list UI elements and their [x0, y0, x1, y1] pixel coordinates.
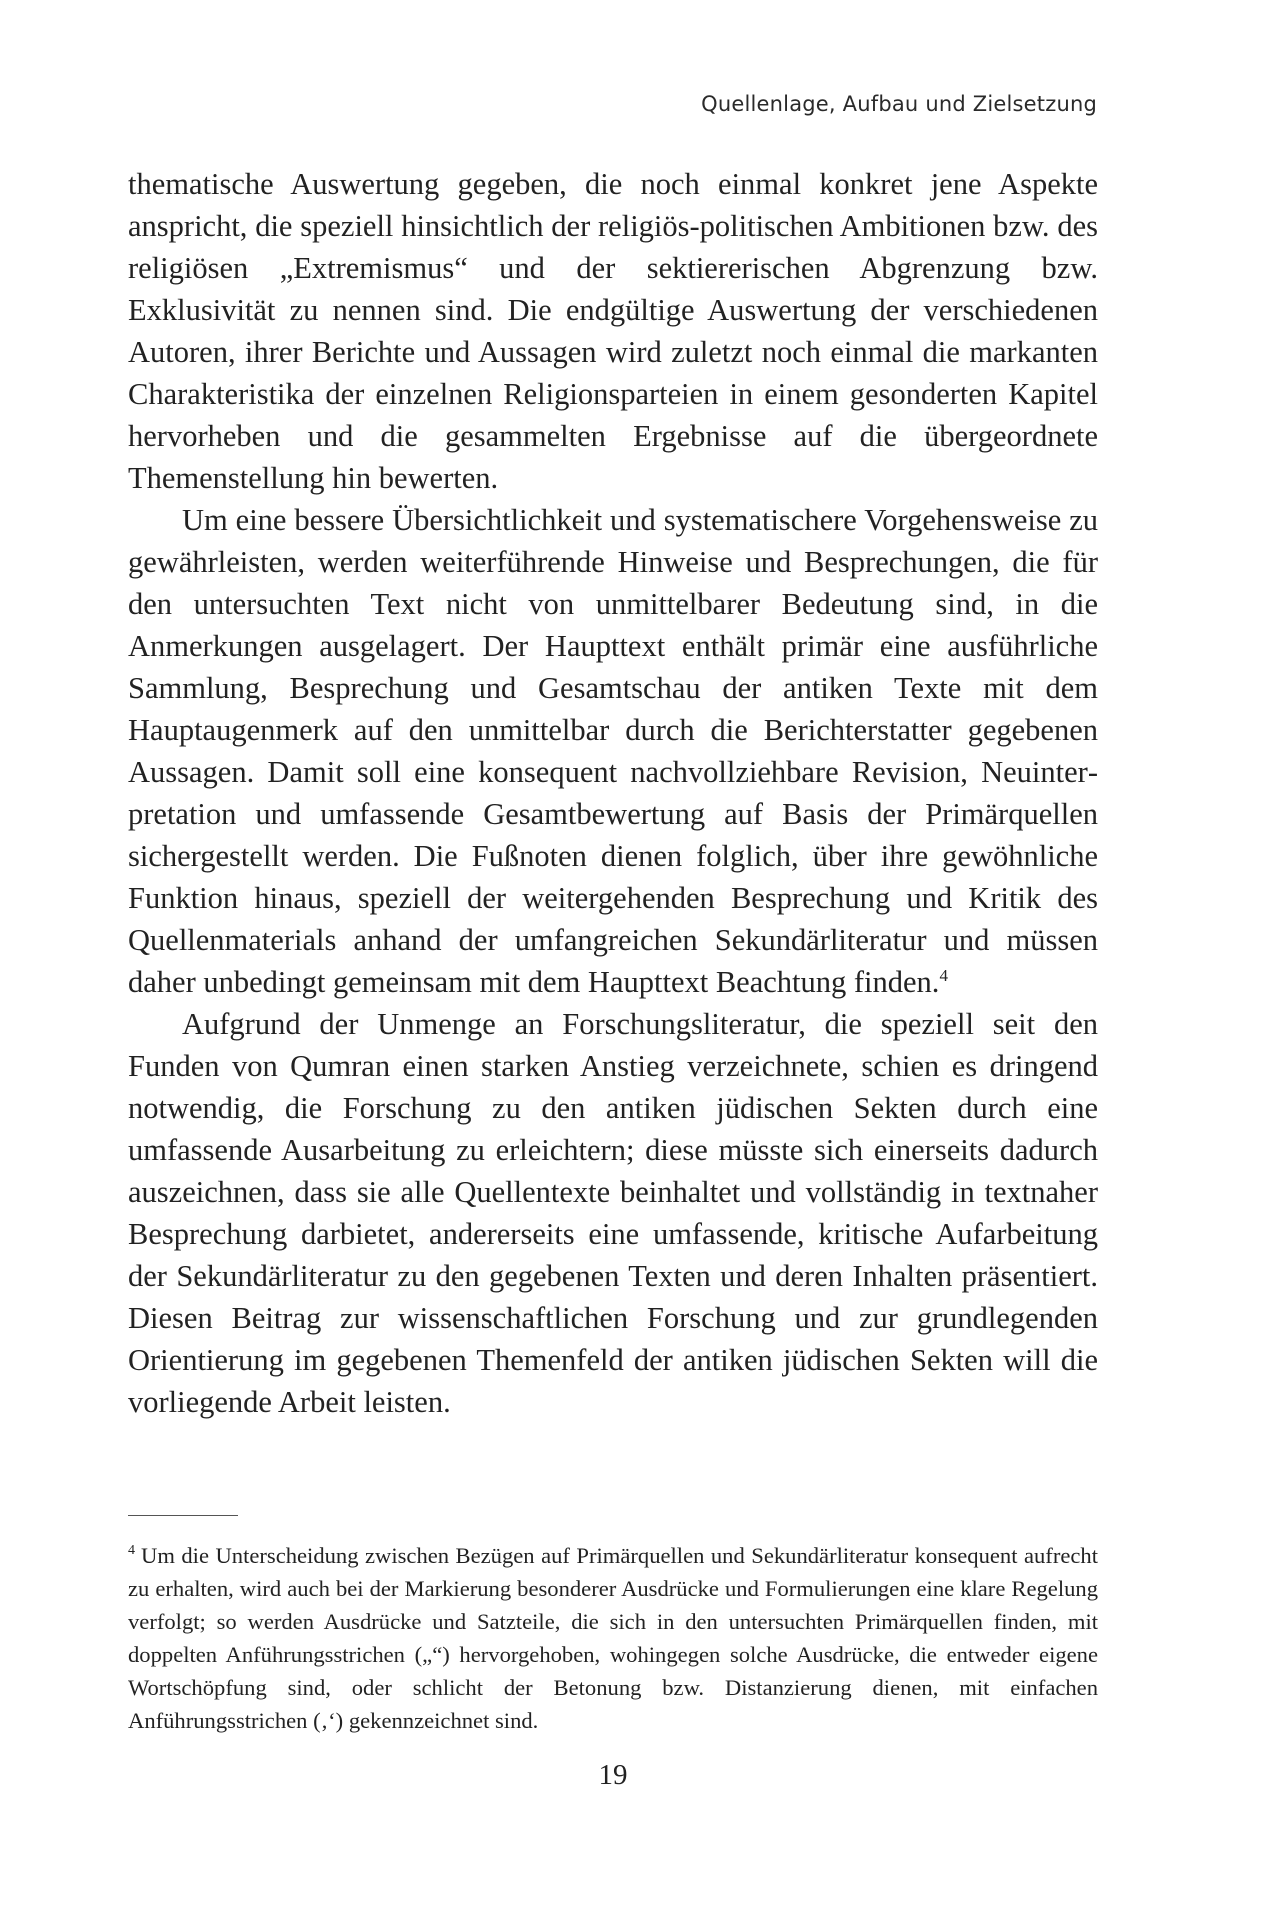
paragraph-1 — [128, 163, 1098, 499]
main-text — [128, 163, 1098, 1423]
footnote-divider — [128, 1515, 238, 1516]
paragraph-1-text: thematische Auswertung gegeben, die noch einmal konkret jene Aspekte anspricht, die speziell hinsichtlich der religiös-politischen Ambitionen bzw. des religiösen „Extremismus“ und der sektiererischen Abgrenzung bzw. Exklusivität zu nennen sind. Die endgültige Auswertung der verschiedenen Autoren, ihrer Berichte und Aussagen wird zuletzt noch einmal die markanten Charakteristika der einzelnen Religionsparteien in einem gesonderten Kapitel hervorheben und die gesammelten Ergebnisse auf die übergeordnete Themenstellung hin bewerten. — [128, 167, 1098, 495]
paragraph-2 — [128, 499, 1098, 1003]
footnote-4 — [128, 1539, 1098, 1737]
paragraph-2-text: Um eine bessere Übersichtlichkeit und systematischere Vorgehensweise zu gewährleisten, werden weiterführende Hinweise und Besprechungen, die für den untersuchten Text nicht von unmittelbarer Bedeutung sind, in die Anmerkungen ausgelagert. Der Haupttext enthält primär eine ausführliche Sammlung, Besprechung und Gesamtschau der antiken Texte mit dem Hauptaugenmerk auf den unmittelbar durch die Berichterstatter gegebenen Aussagen. Damit soll eine konsequent nachvollziehbare Revision, Neuinterpretation und umfassende Gesamtbewertung auf Basis der Primärquellen sichergestellt werden. Die Fußnoten dienen folglich, über ihre gewöhnliche Funktion hinaus, speziell der weitergehenden Besprechung und Kritik des Quellenmaterials anhand der umfangreichen Sekundärliteratur und müssen daher unbedingt gemeinsam mit dem Haupttext Beachtung finden. — [128, 503, 1098, 999]
page-number: 19 — [598, 1759, 628, 1791]
paragraph-3-text: Aufgrund der Unmenge an Forschungsliteratur, die speziell seit den Funden von Qumran einen starken Anstieg verzeichnete, schien es dringend notwendig, die Forschung zu den antiken jüdischen Sekten durch eine umfassende Ausarbeitung zu erleichtern; diese müsste sich einerseits dadurch auszeichnen, dass sie alle Quellentexte beinhaltet und vollständig in textnaher Besprechung darbietet, andererseits eine umfassende, kritische Aufarbeitung der Sekundärliteratur zu den gegebenen Texten und deren Inhalten präsentiert. Diesen Beitrag zur wissenschaftlichen Forschung und zur grundlegenden Orientierung im gegebenen Themenfeld der antiken jüdischen Sekten will die vorliegende Arbeit leisten. — [128, 1007, 1098, 1419]
paragraph-3 — [128, 1003, 1098, 1423]
footnote-text: Um die Unterscheidung zwischen Bezügen auf Primärquellen und Sekundärliteratur konsequent aufrecht zu erhalten, wird auch bei der Markierung besonderer Ausdrücke und Formulierungen eine klare Regelung verfolgt; so werden Ausdrücke und Satzteile, die sich in den untersuchten Primärquellen finden, mit doppelten Anführungsstrichen („“) hervorgehoben, wohingegen solche Ausdrücke, die entweder eigene Wortschöpfung sind, oder schlicht der Betonung bzw. Distanzierung dienen, mit einfachen Anführungsstrichen (‚‘) gekennzeichnet sind. — [128, 1543, 1098, 1733]
footnote-number: 4 — [128, 1543, 135, 1559]
footnote-area — [128, 1539, 1098, 1737]
running-header: Quellenlage, Aufbau und Zielsetzung — [701, 92, 1097, 116]
footnote-reference-4[interactable]: 4 — [939, 965, 948, 985]
